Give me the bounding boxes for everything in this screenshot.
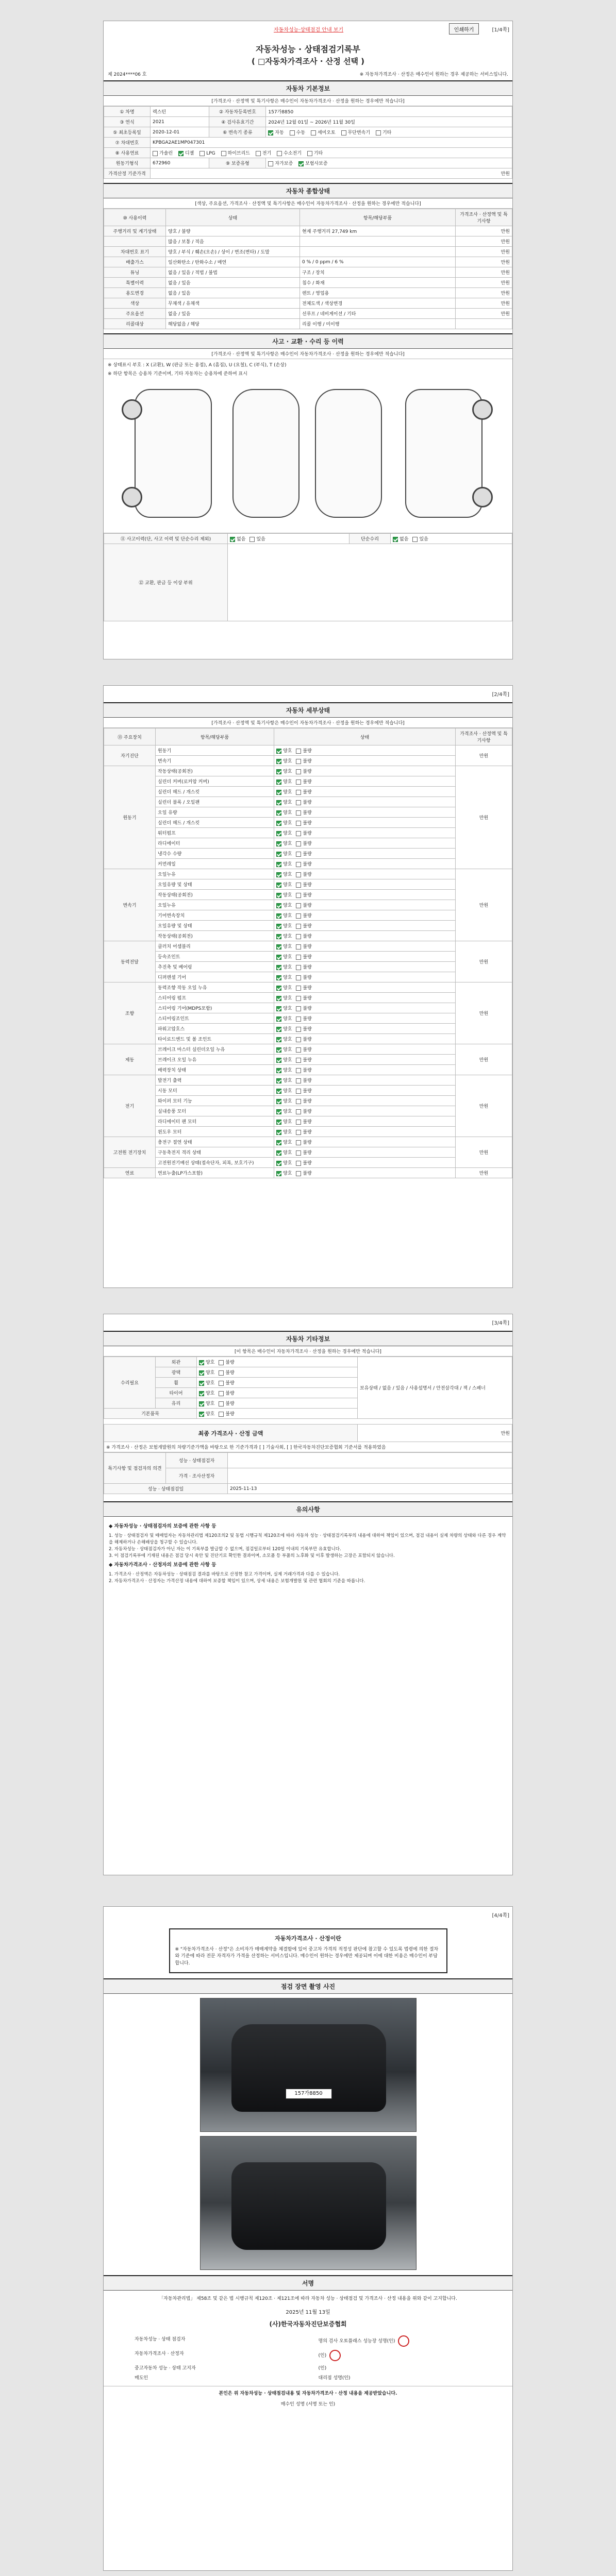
status-row: 리콜대상 해당없음 / 해당 리콜 이행 / 미이행 (104, 319, 512, 329)
car-name: 렉스턴 (151, 107, 209, 117)
checkbox-checked-icon (178, 151, 184, 156)
checkbox-icon (296, 1130, 301, 1135)
checkbox-checked-icon (276, 1058, 281, 1063)
detail-row: 조향 동력조향 작동 오일 누유 양호 불량 만원 (104, 982, 512, 993)
doc-title: 자동차성능 · 상태점검기록부 (256, 44, 360, 54)
checkbox-icon (296, 1006, 301, 1011)
checkbox-icon (219, 1370, 224, 1376)
checkbox-icon (311, 130, 316, 135)
checkbox-icon (249, 537, 255, 542)
checkbox-checked-icon (276, 1140, 281, 1145)
detail-row: 실린더 커버(로커암 커버) 양호 불량 (104, 776, 512, 787)
checkbox-checked-icon (276, 996, 281, 1001)
checkbox-checked-icon (276, 810, 281, 816)
detail-row: 고전원 전기장치 충전구 절연 상태 양호 불량 만원 (104, 1137, 512, 1147)
checkbox-checked-icon (276, 944, 281, 950)
org-name: (사)한국자동차진단보증협회 (269, 2320, 347, 2328)
detail-row: 변속기 양호 불량 (104, 756, 512, 766)
detail-row: 워터펌프 양호 불량 (104, 828, 512, 838)
checkbox-checked-icon (268, 130, 273, 135)
checkbox-checked-icon (276, 965, 281, 970)
checkbox-icon (296, 1120, 301, 1125)
checkbox-icon (412, 537, 418, 542)
base-price: 만원 (151, 168, 512, 179)
page-3 (103, 1314, 513, 1875)
checkbox-icon (296, 841, 301, 846)
detail-row: 실내송풍 모터 양호 불량 (104, 1106, 512, 1116)
checkbox-icon (296, 769, 301, 774)
checkbox-icon (296, 1027, 301, 1032)
checkbox-checked-icon (276, 759, 281, 764)
detail-row: 자기진단 원동기 양호 불량 만원 (104, 745, 512, 756)
checkbox-checked-icon (276, 800, 281, 805)
status-row: 주행거리 및 계기상태 양호 / 불량 현재 주행거리 27,749 km 만원 (104, 226, 512, 236)
doc-number: 제 2024****06 호 (108, 72, 147, 77)
detail-row: 스티어링 펌프 양호 불량 (104, 993, 512, 1003)
detail-row: 윈도우 모터 양호 불량 (104, 1127, 512, 1137)
detail-row: 등속조인트 양호 불량 (104, 952, 512, 962)
status-title: 자동차 종합상태 (104, 183, 512, 198)
detail-row: 제동 브레이크 마스터 실린더오일 누유 양호 불량 만원 (104, 1044, 512, 1055)
accident-sub: ※ 하단 항목은 승용차 기준이며, 기타 자동차는 승용차에 준하여 표시 (108, 371, 247, 377)
detail-note: [가격조사 · 산정액 및 특기사항은 매수인이 자동차가격조사 · 산정을 원하는 경우에만 적습니다] (104, 718, 512, 728)
page-2 (103, 685, 513, 1288)
signers: 자동차성능 · 상태 점검자 명의 검사 오토플래스 성능장 성명(인) 자동차가격조사 · 산정자 (인) 중고자동차 성능 · 상태 고지자 (인) 매도인 대리점 성명(인) (104, 2330, 512, 2386)
stamp-icon (329, 2350, 341, 2361)
car-diagram (104, 379, 512, 533)
detail-row: 시동 모터 양호 불량 (104, 1086, 512, 1096)
detail-row: 변속기 오일누유 양호 불량 만원 (104, 869, 512, 879)
transmission-options: 자동 수동 세미오토 무단변속기 기타 (266, 127, 512, 138)
checkbox-checked-icon (276, 913, 281, 919)
detail-title: 자동차 세부상태 (104, 702, 512, 718)
checkbox-checked-icon (276, 975, 281, 980)
accident-note: [가격조사 · 산정액 및 특기사항은 매수인이 자동차가격조사 · 산정을 원하는 경우에만 적습니다] (104, 349, 512, 359)
checkbox-checked-icon (276, 779, 281, 785)
first-registration: 2020-12-01 (151, 127, 209, 138)
checkbox-checked-icon (276, 1099, 281, 1104)
status-row: 용도변경 없음 / 있음 렌트 / 영업용 만원 (104, 288, 512, 298)
checkbox-checked-icon (230, 537, 235, 542)
basic-info-table: ① 차명 렉스턴 ② 자동차등록번호 157가8850 ③ 연식 2021 ④ 검사유효기간 2024년 12월 01일 ~ 2026년 11월 30일 ⑤ 최초등록일 2020-12-01 ⑥ 변속기 종류 자동 수동 세미오토 무단변속기 기타 ⑦ 차대번호 KPBGA2AE1MP047301 ⑧ 사용연료 가솔린 디젤 LPG 하이브리드 전기 수소전기 기타 원동기형식 672960 ⑨ 보증유형 자가보증 보험사보증 가격산정 기준가격 만원 (104, 106, 512, 179)
accident-title: 사고 · 교환 · 수리 등 이력 (104, 333, 512, 349)
checkbox-icon (341, 130, 346, 135)
checkbox-icon (219, 1412, 224, 1417)
car-bottom-view (315, 389, 382, 518)
sign-title: 서명 (104, 2275, 512, 2291)
detail-row: 동력전달 클러치 어셈블리 양호 불량 만원 (104, 941, 512, 952)
plate-number: 157가8850 (266, 107, 512, 117)
car-right-view (405, 389, 482, 518)
checkbox-checked-icon (276, 769, 281, 774)
page-4: [4/4쪽] 자동차가격조사 · 산정이란 ※ "자동차가격조사 · 산정"은 소비자가 매매계약을 체결함에 있어 중고차 가격의 적정성 판단에 참고할 수 있도록 법령에 의한 절차와 기준에 따라 전문 자격자가 가격을 산정하는 서비스입니다. 매수인이 원하는 경우에만 제공되며 이에 대한 비용은 매수인이 부담합니다. 점검 장면 촬영 사진 157가8850 서명 「자동차관리법」 제58조 및 같은 법 시행규칙 제120조 · 제121조에 따라 자동차 성능 · 상태점검 및 가격조사 · 산정 내용을 위와 같이 고지합니다. 2025년 11월 13일 (사)한국자동차진단보증협회 자동차성능 · 상태 점검자 명의 검사 오토플래스 성능장 성명(인) 자동차가격조사 · 산정자 (인) 중고자동차 성능 · 상태 고지자 (인) 매도인 대리점 성명(인) 본인은 위 자동차성능 · 상태점검내용 및 자동차가격조사 · 산정 내용을 제공받았습니다. 매수인 성명 (서명 또는 인) (103, 1906, 513, 2571)
wheel-icon (122, 399, 142, 420)
checkbox-checked-icon (276, 1109, 281, 1114)
page-number: [2/4쪽] (492, 692, 509, 698)
checkbox-checked-icon (276, 790, 281, 795)
checkbox-icon (376, 130, 381, 135)
status-row: 색상 무채색 / 유채색 전체도색 / 색상변경 만원 (104, 298, 512, 309)
detail-row: 배력장치 상태 양호 불량 (104, 1065, 512, 1075)
checkbox-icon (296, 1078, 301, 1083)
wheel-icon (472, 487, 493, 507)
accident-legend: ※ 상태표시 부호 : X (교환), W (판금 또는 용접), A (흠집), U (요철), C (부식), T (손상) (108, 363, 287, 368)
photo-title: 점검 장면 촬영 사진 (104, 1978, 512, 1994)
detail-row: 와이퍼 모터 기능 양호 불량 (104, 1096, 512, 1106)
special-table: 특기사항 및 점검자의 의견 성능 · 상태점검자 가격 · 조사산정자 성능 · 상태점검일 2025-11-13 (104, 1452, 512, 1494)
checkbox-icon (296, 965, 301, 970)
checkbox-checked-icon (276, 1047, 281, 1053)
checkbox-checked-icon (276, 1161, 281, 1166)
checkbox-icon (219, 1401, 224, 1406)
checkbox-icon (199, 151, 205, 156)
checkbox-checked-icon (276, 1027, 281, 1032)
checkbox-checked-icon (276, 1078, 281, 1083)
checkbox-icon (296, 1150, 301, 1156)
plate-label: 157가8850 (286, 2089, 332, 2099)
detail-row: 스티어링 기어(MDPS포함) 양호 불량 (104, 1003, 512, 1013)
detail-row: 전기 발전기 출력 양호 불량 만원 (104, 1075, 512, 1086)
accident-table: ⑪ 사고이력(단, 사고 이력 및 단순수리 제외) 없음 있음 단순수리 없음 있음 ⑫ 교환, 판금 등 이상 부위 (104, 533, 512, 621)
detail-row: 파워고압호스 양호 불량 (104, 1024, 512, 1034)
status-row: 배출가스 일산화탄소 / 탄화수소 / 매연 0 % / 0 ppm / 6 % 만원 (104, 257, 512, 267)
detail-row: 라디에이터 양호 불량 (104, 838, 512, 849)
detail-row: 추진축 및 베어링 양호 불량 (104, 962, 512, 972)
status-row: 주요옵션 없음 / 있음 선루프 / 네비게이션 / 기타 만원 (104, 309, 512, 319)
detail-row: 기어변속장치 양호 불량 (104, 910, 512, 921)
checkbox-icon (296, 810, 301, 816)
checkbox-icon (296, 831, 301, 836)
checkbox-icon (296, 986, 301, 991)
warranty-options: 자가보증 보험사보증 (266, 158, 512, 168)
checkbox-icon (296, 800, 301, 805)
detail-row: 오일누유 양호 불량 (104, 900, 512, 910)
checkbox-checked-icon (276, 872, 281, 877)
checkbox-checked-icon (276, 924, 281, 929)
checkbox-icon (296, 779, 301, 785)
detail-row: 연료 연료누출(LP가스포함) 양호 불량 만원 (104, 1168, 512, 1178)
checkbox-checked-icon (276, 903, 281, 908)
detail-row: 작동상태(공회전) 양호 불량 (104, 890, 512, 900)
checkbox-checked-icon (276, 841, 281, 846)
checkbox-checked-icon (199, 1360, 204, 1365)
wheel-icon (472, 399, 493, 420)
checkbox-checked-icon (199, 1381, 204, 1386)
detail-row: 냉각수 수량 양호 불량 (104, 849, 512, 859)
checkbox-icon (296, 1140, 301, 1145)
checkbox-checked-icon (276, 986, 281, 991)
checkbox-icon (296, 1099, 301, 1104)
detail-table: ⑬ 주요장치 항목/해당부품 상태 가격조사 · 산정액 및 특기사항 자기진단 원동기 양호 불량 만원 변속기 양호 불량 원동기 작동상태(공회전) 양호 불량 만원 실린더 커버(로커암 커버) 양호 불량 실린더 헤드 / 개스킷 양호 불량 실린더 블록 / 오일팬 양호 불량 오일 유량 양호 불량 실린더 헤드 / 개스킷 양호 불량 워터펌프 양호 불량 라디에이터 양호 불량 냉각수 수량 양호 불량 커먼레일 양호 불량 변속기 오일누유 양호 불량 만원 오일유량 및 상태 양호 불량 작동상태(공회전) 양호 불량 오일누유 양호 불량 기어변속장치 양호 불량 오일유량 및 상태 양호 불량 작동상태(공회전) 양호 불량 동력전달 클러치 어셈블리 양호 불량 만원 등속조인트 양호 불량 추진축 및 베어링 양호 불량 디퍼렌셜 기어 양호 불량 조향 동력조향 작동 오일 누유 양호 불량 만원 스티어링 펌프 양호 불량 스티어링 기어(MDPS포함) 양호 불량 스티어링조인트 양호 불량 파워고압호스 양호 불량 타이로드엔드 및 볼 조인트 양호 불량 제동 브레이크 마스터 실린더오일 누유 양호 불량 만원 브레이크 오일 누유 양호 불량 배력장치 상태 양호 불량 전기 발전기 출력 양호 불량 만원 시동 모터 양호 불량 와이퍼 모터 기능 양호 불량 실내송풍 모터 양호 불량 라디에이터 팬 모터 양호 불량 윈도우 모터 양호 불량 고전원 전기장치 충전구 절연 상태 양호 불량 만원 구동축전지 격리 상태 양호 불량 고전원전기배선 상태(접속단자, 피복, 보호기구) 양호 불량 연료 연료누출(LP가스포함) 양호 불량 만원 (104, 728, 512, 1178)
checkbox-icon (296, 934, 301, 939)
checkbox-icon (277, 151, 282, 156)
checkbox-checked-icon (199, 1412, 204, 1417)
basic-info-title: 자동차 기본정보 (104, 80, 512, 96)
doc-note: ※ 자동차가격조사 · 산정은 매수인이 원하는 경우 제공하는 서비스입니다. (359, 72, 508, 77)
stamp-icon (398, 2335, 409, 2347)
checkbox-checked-icon (276, 1150, 281, 1156)
engine-type: 672960 (151, 158, 209, 168)
checkbox-icon (153, 151, 158, 156)
checkbox-icon (296, 893, 301, 898)
status-note: [색상, 주요옵션, 가격조사 · 산정액 및 특기사항은 매수인이 자동차가격조사 · 산정을 원하는 경우에만 적습니다] (104, 198, 512, 209)
detail-row: 오일유량 및 상태 양호 불량 (104, 921, 512, 931)
checkbox-checked-icon (276, 1006, 281, 1011)
fuel-options: 가솔린 디젤 LPG 하이브리드 전기 수소전기 기타 (151, 148, 512, 158)
checkbox-icon (296, 1016, 301, 1022)
status-row: 많음 / 보통 / 적음 만원 (104, 236, 512, 247)
checkbox-icon (296, 913, 301, 919)
checkbox-icon (296, 749, 301, 754)
checkbox-icon (296, 821, 301, 826)
checkbox-icon (296, 852, 301, 857)
detail-row: 오일유량 및 상태 양호 불량 (104, 879, 512, 890)
page-number: [3/4쪽] (492, 1320, 509, 1326)
checkbox-checked-icon (276, 955, 281, 960)
checkbox-checked-icon (199, 1391, 204, 1396)
checkbox-checked-icon (276, 1089, 281, 1094)
checkbox-icon (256, 151, 261, 156)
checkbox-icon (296, 1037, 301, 1042)
inspection-period: 2024년 12월 01일 ~ 2026년 11월 30일 (266, 117, 512, 127)
checkbox-icon (296, 996, 301, 1001)
model-year: 2021 (151, 117, 209, 127)
status-table: ⑩ 사용이력 상태 항목/해당부품 가격조사 · 산정액 및 특기사항 주행거리 및 계기상태 양호 / 불량 현재 주행거리 27,749 km 만원 많음 / 보통 / 적음 만원 차대번호 표기 양호 / 부식 / 훼손(오손) / 상이 / 변조(변타) / 도말 만원 배출가스 일산화탄소 / 탄화수소 / 매연 0 % / 0 ppm / 6 % 만원 튜닝 없음 / 있음 / 적법 / 불법 구조 / 장치 만원 특별이력 없음 / 있음 침수 / 화재 만원 용도변경 없음 / 있음 렌트 / 영업용 만원 색상 무채색 / 유채색 전체도색 / 색상변경 만원 주요옵션 없음 / 있음 선루프 / 네비게이션 / 기타 만원 리콜대상 해당없음 / 해당 리콜 이행 / 미이행 (104, 209, 512, 329)
checkbox-checked-icon (298, 161, 304, 166)
sign-date: 2025년 11월 13일 (286, 2310, 330, 2315)
checkbox-checked-icon (276, 862, 281, 867)
checkbox-checked-icon (276, 1016, 281, 1022)
checkbox-icon (290, 130, 295, 135)
car-top-view (232, 389, 299, 518)
checkbox-icon (219, 1360, 224, 1365)
page-1 (103, 21, 513, 659)
checkbox-icon (296, 924, 301, 929)
checkbox-icon (296, 1171, 301, 1176)
front-photo (200, 1998, 417, 2132)
checkbox-icon (307, 151, 312, 156)
inspection-date: 2025-11-13 (228, 1484, 512, 1494)
checkbox-icon (296, 1047, 301, 1053)
checkbox-checked-icon (199, 1401, 204, 1406)
detail-row: 오일 유량 양호 불량 (104, 807, 512, 818)
checkbox-icon (296, 759, 301, 764)
checkbox-icon (219, 1391, 224, 1396)
detail-row: 라디에이터 팬 모터 양호 불량 (104, 1116, 512, 1127)
checkbox-checked-icon (276, 1130, 281, 1135)
checkbox-icon (296, 975, 301, 980)
checkbox-icon (219, 1381, 224, 1386)
detail-row: 스티어링조인트 양호 불량 (104, 1013, 512, 1024)
detail-row: 실린더 블록 / 오일팬 양호 불량 (104, 797, 512, 807)
detail-row: 실린더 헤드 / 개스킷 양호 불량 (104, 787, 512, 797)
checkbox-checked-icon (276, 1068, 281, 1073)
basic-info-note: [가격조사 · 산정액 및 특기사항은 매수인이 자동차가격조사 · 산정을 원하는 경우에만 적습니다] (104, 96, 512, 106)
vin: KPBGA2AE1MP047301 (151, 138, 512, 148)
detail-row: 작동상태(공회전) 양호 불량 (104, 931, 512, 941)
checkbox-icon (221, 151, 226, 156)
status-row: 튜닝 없음 / 있음 / 적법 / 불법 구조 / 장치 만원 (104, 267, 512, 278)
detail-row: 브레이크 오일 누유 양호 불량 (104, 1055, 512, 1065)
checkbox-icon (296, 883, 301, 888)
page-number: [4/4쪽] (492, 1913, 509, 1919)
checkbox-checked-icon (276, 934, 281, 939)
detail-row: 구동축전지 격리 상태 양호 불량 (104, 1147, 512, 1158)
caution-title: 유의사항 (104, 1501, 512, 1517)
detail-row: 타이로드엔드 및 볼 조인트 양호 불량 (104, 1034, 512, 1044)
checkbox-checked-icon (199, 1370, 204, 1376)
checkbox-checked-icon (276, 1120, 281, 1125)
detail-row: 디퍼렌셜 기어 양호 불량 (104, 972, 512, 982)
print-button[interactable]: 인쇄하기 (449, 23, 479, 35)
detail-row: 고전원전기배선 상태(접속단자, 피복, 보호기구) 양호 불량 (104, 1158, 512, 1168)
checkbox-icon (296, 955, 301, 960)
detail-row: 원동기 작동상태(공회전) 양호 불량 만원 (104, 766, 512, 776)
final-price-table: 최종 가격조사 · 산정 금액 만원 ※ 가격조사 · 산정은 보험개발원의 차량기준가액을 바탕으로 한 기준가격과 [ ] 기술사회, [ ] 한국자동차진단보증협회 기준서를 적용하였음 (104, 1424, 512, 1452)
etc-table: 수리필요 외관 양호 불량 보유상태 / 없음 / 있음 / 사용설명서 / 안전삼각대 / 잭 / 스패너 광택 양호 불량 휠 양호 불량 타이어 양호 불량 유리 양호 불량 기본품목 양호 불량 (104, 1357, 512, 1419)
checkbox-icon (296, 903, 301, 908)
caution-text: ◆ 자동차성능 · 상태점검자의 보증에 관한 사항 등 1. 성능 · 상태점검자 및 매매업자는 자동차관리법 제120조의2 및 동법 시행규칙 제120조에 따라 자동차 성능 · 상태점검기록부의 내용에 대하여 책임이 있으며, 점검 내용이 실제 차량의 상태와 다른 경우 계약을 해제하거나 손해배상을 청구할 수 있습니다. 2. 자동차성능 · 상태점검자가 아닌 자는 이 기록부를 발급할 수 없으며, 점검일로부터 120일 이내의 기록부만 유효합니다. 3. 이 점검기록부에 기재된 내용은 점검 당시 육안 및 진단기로 확인한 결과이며, 소모품 등 부품의 노후화 및 이후 발생하는 고장은 포함되지 않습니다. ◆ 자동차가격조사 · 산정자의 보증에 관한 사항 등 1. 가격조사 · 산정액은 자동차성능 · 상태점검 결과를 바탕으로 산정한 참고 가격이며, 실제 거래가격과 다를 수 있습니다. 2. 자동차가격조사 · 산정자는 가격산정 내용에 대하여 보증할 책임이 있으며, 상세 내용은 보험개발원 및 관련 협회의 기준을 따릅니다. (109, 1523, 506, 1584)
etc-title: 자동차 기타정보 (104, 1331, 512, 1346)
checkbox-icon (296, 1089, 301, 1094)
checkbox-icon (296, 1109, 301, 1114)
checkbox-checked-icon (276, 852, 281, 857)
checkbox-icon (296, 1068, 301, 1073)
checkbox-icon (296, 944, 301, 950)
checkbox-icon (296, 1161, 301, 1166)
checkbox-checked-icon (276, 831, 281, 836)
checkbox-icon (296, 862, 301, 867)
checkbox-icon (296, 872, 301, 877)
detail-row: 실린더 헤드 / 개스킷 양호 불량 (104, 818, 512, 828)
checkbox-checked-icon (276, 1171, 281, 1176)
checkbox-checked-icon (276, 821, 281, 826)
checkbox-checked-icon (276, 1037, 281, 1042)
etc-note: [이 항목은 매수인이 자동차가격조사 · 산정을 원하는 경우에만 적습니다] (104, 1346, 512, 1357)
checkbox-icon (296, 790, 301, 795)
detail-row: 커먼레일 양호 불량 (104, 859, 512, 869)
status-row: 차대번호 표기 양호 / 부식 / 훼손(오손) / 상이 / 변조(변타) / 도말 만원 (104, 247, 512, 257)
wheel-icon (122, 487, 142, 507)
checkbox-checked-icon (276, 893, 281, 898)
status-row: 특별이력 없음 / 있음 침수 / 화재 만원 (104, 278, 512, 288)
checkbox-checked-icon (276, 749, 281, 754)
rear-photo (200, 2136, 417, 2270)
car-left-view (135, 389, 212, 518)
price-info-box: 자동차가격조사 · 산정이란 ※ "자동차가격조사 · 산정"은 소비자가 매매계약을 체결함에 있어 중고차 가격의 적정성 판단에 참고할 수 있도록 법령에 의한 절차와 기준에 따라 전문 자격자가 가격을 산정하는 서비스입니다. 매수인이 원하는 경우에만 제공되며 이에 대한 비용은 매수인이 부담합니다. (169, 1928, 447, 1973)
checkbox-checked-icon (276, 883, 281, 888)
notice-link[interactable]: 자동차성능·상태점검 안내 보기 (274, 27, 344, 33)
page-number: [1/4쪽] (492, 27, 509, 33)
doc-subtitle: ( □자동차가격조사 · 산정 선택 ) (251, 57, 365, 66)
checkbox-checked-icon (393, 537, 398, 542)
checkbox-icon (296, 1058, 301, 1063)
checkbox-icon (268, 161, 273, 166)
